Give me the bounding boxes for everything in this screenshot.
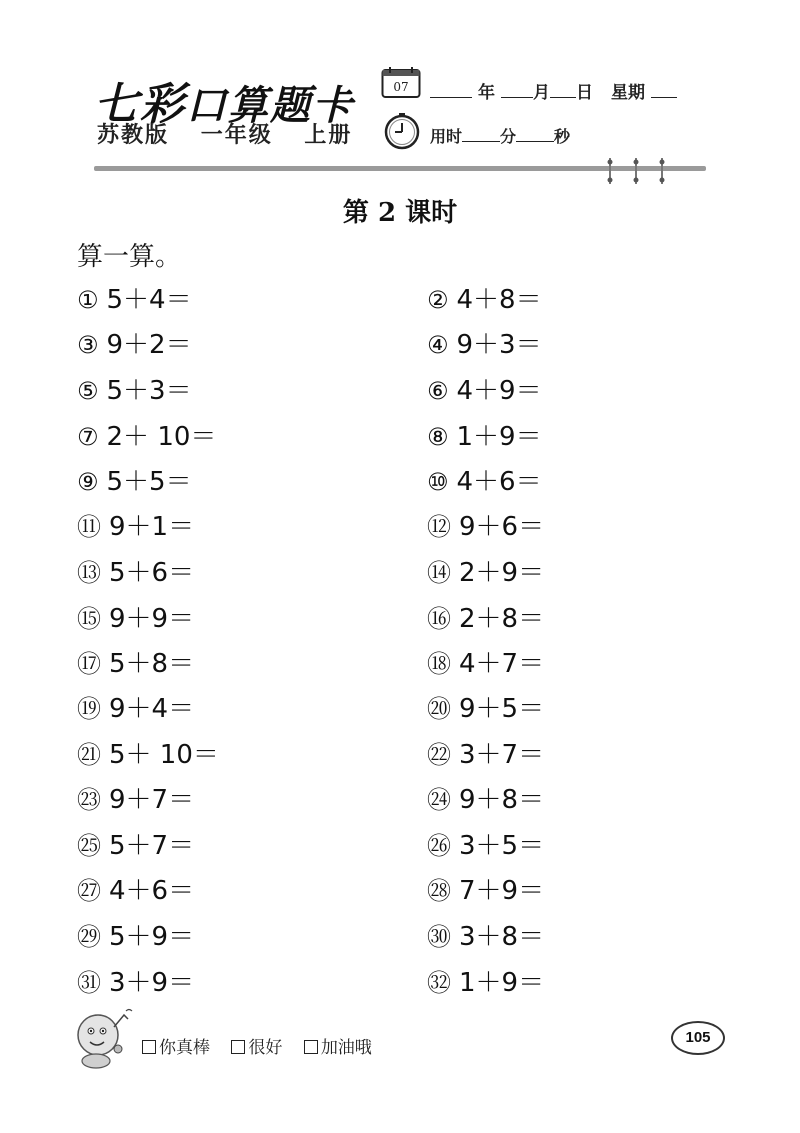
problem-expression: 9＋6＝ (459, 512, 545, 542)
weekday-label: 星期 (611, 83, 645, 103)
problem-item[interactable] (427, 829, 544, 863)
problem-item[interactable] (77, 283, 192, 317)
problem-item[interactable] (427, 920, 544, 954)
problem-item[interactable] (427, 420, 542, 454)
rating-label: 很好 (248, 1038, 283, 1058)
problem-item[interactable] (427, 783, 544, 817)
month-blank[interactable] (501, 83, 533, 98)
problem-item[interactable] (427, 692, 544, 726)
problem-item[interactable] (77, 966, 194, 1000)
problem-expression: 9＋1＝ (109, 512, 195, 542)
instruction-text: 算一算。 (77, 242, 182, 272)
problem-item[interactable] (427, 328, 542, 362)
problem-number: ⑪ (77, 513, 101, 541)
problem-number: ㉙ (77, 923, 101, 951)
problem-number: ⑲ (77, 695, 101, 723)
problem-number: ③ (77, 331, 99, 359)
rating-label: 你真棒 (159, 1038, 210, 1058)
problem-expression: 1＋9＝ (456, 422, 542, 452)
problem-number: ⑭ (427, 559, 451, 587)
calendar-icon (381, 67, 421, 99)
problem-item[interactable] (77, 420, 216, 454)
problem-item[interactable] (77, 465, 192, 499)
problem-expression: 9＋9＝ (109, 604, 195, 634)
problem-number: ⑥ (427, 377, 449, 405)
problem-item[interactable] (77, 783, 194, 817)
problem-number: ⑤ (77, 377, 99, 405)
rating-great[interactable] (142, 1033, 210, 1058)
problem-expression: 4＋8＝ (456, 285, 542, 315)
rating-label: 加油哦 (320, 1038, 372, 1058)
binder-ring-icon (633, 158, 639, 184)
problem-item[interactable] (77, 738, 219, 772)
problem-number: ⑦ (77, 423, 99, 451)
edition-grade: 一年级 (200, 123, 273, 148)
problem-expression: 5＋ 10＝ (109, 740, 219, 770)
page-number: 105 (671, 1021, 725, 1055)
problem-number: ㉗ (77, 877, 101, 905)
problem-expression: 3＋8＝ (459, 922, 545, 952)
problem-number: ⑬ (77, 559, 101, 587)
problem-expression: 9＋2＝ (106, 330, 192, 360)
day-label: 日 (576, 83, 593, 103)
rating-keep-going[interactable] (304, 1033, 372, 1058)
problem-expression: 4＋7＝ (459, 649, 545, 679)
seconds-blank[interactable] (516, 127, 554, 142)
problem-item[interactable] (77, 602, 194, 636)
problem-number: ㉑ (77, 741, 101, 769)
edition-publisher: 苏教版 (97, 123, 170, 148)
problem-number: ⑰ (77, 650, 101, 678)
problem-expression: 7＋9＝ (459, 876, 545, 906)
problem-item[interactable] (77, 874, 194, 908)
problem-expression: 5＋6＝ (109, 558, 195, 588)
brand-title-first: 七彩 (94, 79, 186, 130)
rating-checkbox[interactable] (304, 1040, 318, 1054)
weekday-blank[interactable] (651, 83, 677, 98)
problem-item[interactable] (77, 829, 194, 863)
problem-item[interactable] (427, 283, 542, 317)
problem-expression: 1＋9＝ (459, 968, 545, 998)
problem-expression: 9＋3＝ (456, 330, 542, 360)
problem-item[interactable] (427, 374, 542, 408)
problem-number: ⑫ (427, 513, 451, 541)
problem-expression: 2＋9＝ (459, 558, 545, 588)
problem-item[interactable] (77, 328, 192, 362)
time-used-label: 用时 (430, 127, 463, 146)
problem-expression: 5＋8＝ (109, 649, 195, 679)
problem-number: ⑮ (77, 605, 101, 633)
binder-ring-icon (659, 158, 665, 184)
edition-volume: 上册 (304, 123, 353, 148)
minutes-label: 分 (500, 127, 517, 146)
edition-line (97, 118, 374, 149)
brand-title-rest: 口算题卡 (186, 83, 354, 129)
problem-expression: 4＋6＝ (109, 876, 195, 906)
problem-number: ㉚ (427, 923, 451, 951)
rating-checkbox[interactable] (231, 1040, 245, 1054)
problem-number: ① (77, 286, 99, 314)
problem-item[interactable] (77, 692, 194, 726)
problem-expression: 9＋8＝ (459, 785, 545, 815)
problem-expression: 9＋4＝ (109, 694, 195, 724)
year-label: 年 (478, 83, 495, 103)
problem-number: ⑱ (427, 650, 451, 678)
seconds-label: 秒 (554, 127, 571, 146)
problem-item[interactable] (427, 647, 544, 681)
problem-item[interactable] (427, 874, 544, 908)
mascot-illustration (66, 1005, 138, 1071)
problem-item[interactable] (77, 647, 194, 681)
problem-expression: 3＋7＝ (459, 740, 545, 770)
binder-ring-icon (607, 158, 613, 184)
problem-number: ② (427, 286, 449, 314)
time-fill-line (430, 124, 570, 147)
problem-number: ㉔ (427, 786, 451, 814)
problem-item[interactable] (427, 602, 544, 636)
lesson-title: 第 2 课时 (342, 198, 458, 228)
problem-item[interactable] (77, 374, 192, 408)
rating-checkbox[interactable] (142, 1040, 156, 1054)
problem-item[interactable] (77, 510, 194, 544)
problem-number: ⑳ (427, 695, 451, 723)
problem-expression: 5＋3＝ (106, 376, 192, 406)
problem-item[interactable] (77, 556, 194, 590)
problem-number: ⑩ (427, 468, 449, 496)
problem-expression: 2＋8＝ (459, 604, 545, 634)
year-blank[interactable] (430, 83, 472, 98)
problem-expression: 3＋9＝ (109, 968, 195, 998)
clock-icon (383, 112, 421, 150)
problem-expression: 4＋6＝ (456, 467, 542, 497)
month-label: 月 (533, 83, 550, 103)
problem-number: ㉒ (427, 741, 451, 769)
problem-number: ㉘ (427, 877, 451, 905)
problem-number: ⑨ (77, 468, 99, 496)
problem-number: ㉕ (77, 832, 101, 860)
problem-number: ㉖ (427, 832, 451, 860)
problem-expression: 9＋7＝ (109, 785, 195, 815)
problem-expression: 9＋5＝ (459, 694, 545, 724)
day-blank[interactable] (550, 83, 576, 98)
problem-expression: 5＋4＝ (106, 285, 192, 315)
problem-expression: 5＋9＝ (109, 922, 195, 952)
problem-item[interactable] (427, 465, 542, 499)
problem-expression: 4＋9＝ (456, 376, 542, 406)
problem-item[interactable] (427, 510, 544, 544)
problem-item[interactable] (427, 966, 544, 1000)
problem-expression: 5＋5＝ (106, 467, 192, 497)
problem-expression: 2＋ 10＝ (106, 422, 217, 452)
problem-number: ④ (427, 331, 449, 359)
rating-good[interactable] (231, 1033, 282, 1058)
self-rating-options (142, 1033, 388, 1058)
problem-item[interactable] (77, 920, 194, 954)
problem-item[interactable] (427, 556, 544, 590)
problem-item[interactable] (427, 738, 544, 772)
calendar-day: 07 (393, 80, 409, 94)
problem-number: ⑯ (427, 605, 451, 633)
problem-number: ㉛ (77, 969, 101, 997)
date-fill-line (430, 78, 677, 103)
problem-expression: 5＋7＝ (109, 831, 195, 861)
header-divider (94, 166, 706, 171)
problem-number: ⑧ (427, 423, 449, 451)
minutes-blank[interactable] (462, 127, 500, 142)
problem-expression: 3＋5＝ (459, 831, 545, 861)
problem-number: ㉜ (427, 969, 451, 997)
problem-number: ㉓ (77, 786, 101, 814)
